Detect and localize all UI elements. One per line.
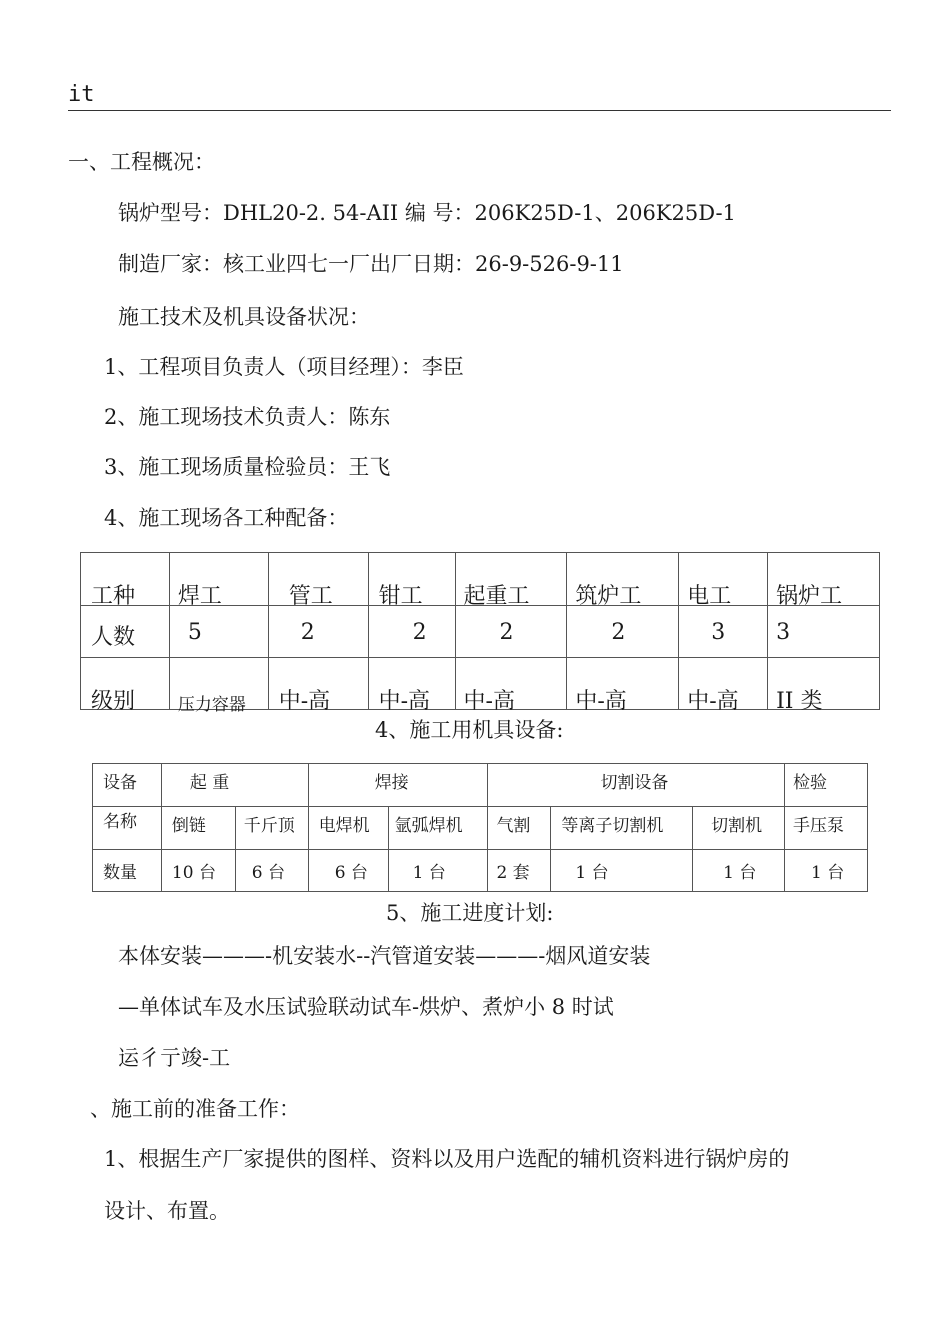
table-cell: 检验 — [793, 773, 828, 793]
table-cell: 6 台 — [251, 863, 286, 883]
table-cell: 名称 — [103, 812, 137, 832]
table-cell: 3 — [711, 620, 726, 645]
table-row — [81, 553, 880, 606]
prep-item-1-line-2: 设计、布置。 — [104, 1199, 230, 1223]
table-cell: 锅炉工 — [776, 584, 843, 609]
table-cell: 起 重 — [189, 773, 230, 793]
table-cell: 1 台 — [575, 863, 609, 883]
item-1: 1、工程项目负责人（项目经理）：李臣 — [104, 355, 464, 379]
table-cell: 3 — [776, 620, 791, 645]
workers-table — [80, 552, 880, 715]
table-cell: 2 — [611, 620, 626, 645]
table-cell: 电焊机 — [318, 816, 370, 836]
prep-item-1-line-1: 1、根据生产厂家提供的图样、资料以及用户选配的辅机资料进行锅炉房的 — [104, 1147, 790, 1171]
table-cell: 焊工 — [177, 584, 222, 609]
table-cell: 中-高 — [687, 689, 739, 714]
table-cell: 5 — [187, 620, 202, 645]
table-cell: 工种 — [91, 584, 136, 609]
table-cell: 2 — [300, 620, 315, 645]
table-cell: 筑炉工 — [575, 584, 642, 609]
table-cell: 钳工 — [378, 584, 423, 609]
item-4: 4、施工现场各工种配备： — [104, 506, 349, 530]
table-cell: 1 台 — [412, 863, 446, 883]
table-cell: 中-高 — [463, 689, 515, 714]
table-cell: 电工 — [687, 584, 732, 609]
table-cell: 中-高 — [278, 689, 331, 714]
table-cell: 中-高 — [378, 689, 431, 714]
table-cell: 2 — [412, 620, 427, 645]
table-cell: 中-高 — [575, 689, 627, 714]
table-cell: II 类 — [776, 689, 823, 714]
table-cell: 千斤顶 — [243, 816, 295, 836]
table-cell: 切割设备 — [600, 773, 669, 793]
table-cell: 切割机 — [711, 816, 763, 836]
table-cell: 2 套 — [496, 863, 530, 883]
table-cell: 6 台 — [334, 863, 368, 883]
table-cell: 1 台 — [811, 863, 845, 883]
table-cell: 气割 — [496, 816, 531, 836]
table-cell: 设备 — [103, 773, 137, 793]
table-cell: 倒链 — [171, 816, 206, 836]
equipment-title: 4、施工用机具设备: — [375, 718, 564, 742]
table-cell: 10 台 — [171, 863, 216, 883]
table-cell: 1 台 — [723, 863, 757, 883]
schedule-line-1: 本体安装———-机安装水--汽管道安装———-烟风道安装 — [118, 944, 651, 968]
item-2: 2、施工现场技术负责人：陈东 — [104, 405, 391, 429]
manufacturer: 制造厂家：核工业四七一厂出厂日期：26-9-526-9-11 — [118, 252, 624, 276]
boiler-model: 锅炉型号：DHL20-2. 54-AII 编 号：206K25D-1、206K25D-1 — [118, 201, 736, 225]
table-cell: 等离子切割机 — [561, 816, 664, 836]
item-3: 3、施工现场质量检验员：王飞 — [104, 455, 391, 479]
table-cell: 数量 — [103, 863, 137, 883]
header-rule — [68, 110, 891, 111]
table-row — [93, 807, 868, 850]
table-cell: 焊接 — [374, 773, 409, 793]
table-cell: 压力容器 — [177, 695, 246, 715]
schedule-title: 5、施工进度计划: — [386, 901, 554, 925]
equipment-table — [92, 763, 868, 892]
table-cell: 手压泵 — [793, 816, 845, 836]
schedule-line-2: —单体试车及水压试验联动试车-烘炉、煮炉小 8 时试 — [118, 995, 614, 1019]
table-row — [81, 658, 880, 710]
table-cell: 级别 — [91, 689, 136, 714]
section-title-overview: 一、工程概况： — [68, 150, 215, 174]
schedule-line-3: 运彳亍竣-工 — [118, 1046, 231, 1070]
table-row — [81, 606, 880, 658]
table-cell: 管工 — [288, 584, 333, 609]
tech-title: 施工技术及机具设备状况： — [118, 305, 370, 329]
table-row — [93, 764, 868, 807]
table-cell: 2 — [499, 620, 514, 645]
section-title-prep: 、施工前的准备工作： — [90, 1097, 300, 1121]
table-cell: 人数 — [91, 625, 136, 650]
table-row — [93, 850, 868, 892]
table-cell: 氩弧焊机 — [394, 816, 463, 836]
page-header: it — [68, 82, 95, 107]
table-cell: 起重工 — [463, 584, 530, 609]
